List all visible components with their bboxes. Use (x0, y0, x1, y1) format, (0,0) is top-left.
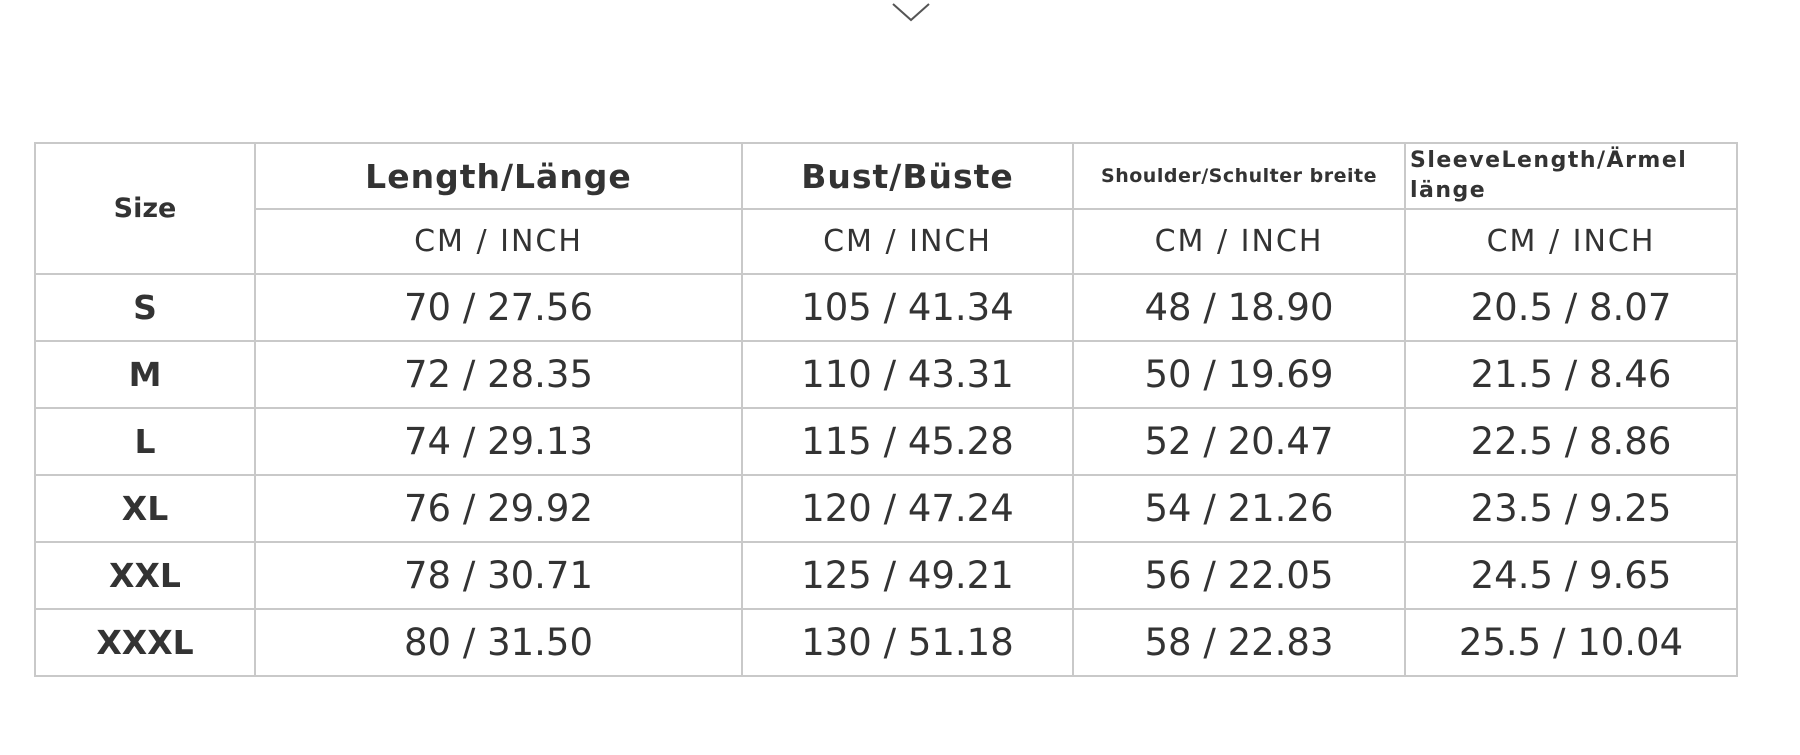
shoulder-unit-label: CM / INCH (1073, 209, 1405, 274)
bust-column-header: Bust/Büste (742, 143, 1073, 209)
length-cell: 70 / 27.56 (255, 274, 742, 341)
sleeve-length-cell: 20.5 / 8.07 (1405, 274, 1737, 341)
size-cell: S (35, 274, 255, 341)
table-row (35, 341, 1737, 408)
unit-row (35, 209, 1737, 274)
bust-cell: 125 / 49.21 (742, 542, 1073, 609)
table-row (35, 609, 1737, 676)
shoulder-cell: 52 / 20.47 (1073, 408, 1405, 475)
shoulder-cell: 56 / 22.05 (1073, 542, 1405, 609)
sleeve-length-cell: 22.5 / 8.86 (1405, 408, 1737, 475)
length-cell: 76 / 29.92 (255, 475, 742, 542)
length-cell: 72 / 28.35 (255, 341, 742, 408)
table-row (35, 274, 1737, 341)
table-row (35, 475, 1737, 542)
shoulder-cell: 54 / 21.26 (1073, 475, 1405, 542)
sleeve-length-cell: 23.5 / 9.25 (1405, 475, 1737, 542)
size-cell: M (35, 341, 255, 408)
length-column-header: Length/Länge (255, 143, 742, 209)
shoulder-cell: 48 / 18.90 (1073, 274, 1405, 341)
bust-cell: 110 / 43.31 (742, 341, 1073, 408)
shoulder-cell: 58 / 22.83 (1073, 609, 1405, 676)
bust-cell: 130 / 51.18 (742, 609, 1073, 676)
sleeve-length-cell: 24.5 / 9.65 (1405, 542, 1737, 609)
size-cell: L (35, 408, 255, 475)
size-cell: XL (35, 475, 255, 542)
size-chart-table (34, 142, 1738, 677)
chevron-down-icon (891, 0, 931, 24)
size-cell: XXXL (35, 609, 255, 676)
sleeve-length-column-header: SleeveLength/Ärmel länge (1405, 143, 1737, 209)
length-cell: 74 / 29.13 (255, 408, 742, 475)
table-row (35, 408, 1737, 475)
bust-cell: 120 / 47.24 (742, 475, 1073, 542)
length-cell: 80 / 31.50 (255, 609, 742, 676)
bust-unit-label: CM / INCH (742, 209, 1073, 274)
header-row (35, 143, 1737, 209)
shoulder-cell: 50 / 19.69 (1073, 341, 1405, 408)
bust-cell: 115 / 45.28 (742, 408, 1073, 475)
sleeve-length-cell: 25.5 / 10.04 (1405, 609, 1737, 676)
sleeve-length-cell: 21.5 / 8.46 (1405, 341, 1737, 408)
length-unit-label: CM / INCH (255, 209, 742, 274)
bust-cell: 105 / 41.34 (742, 274, 1073, 341)
size-cell: XXL (35, 542, 255, 609)
shoulder-column-header: Shoulder/Schulter breite (1073, 143, 1405, 209)
table-row (35, 542, 1737, 609)
size-column-header: Size (35, 143, 255, 274)
length-cell: 78 / 30.71 (255, 542, 742, 609)
sleeve-length-unit-label: CM / INCH (1405, 209, 1737, 274)
